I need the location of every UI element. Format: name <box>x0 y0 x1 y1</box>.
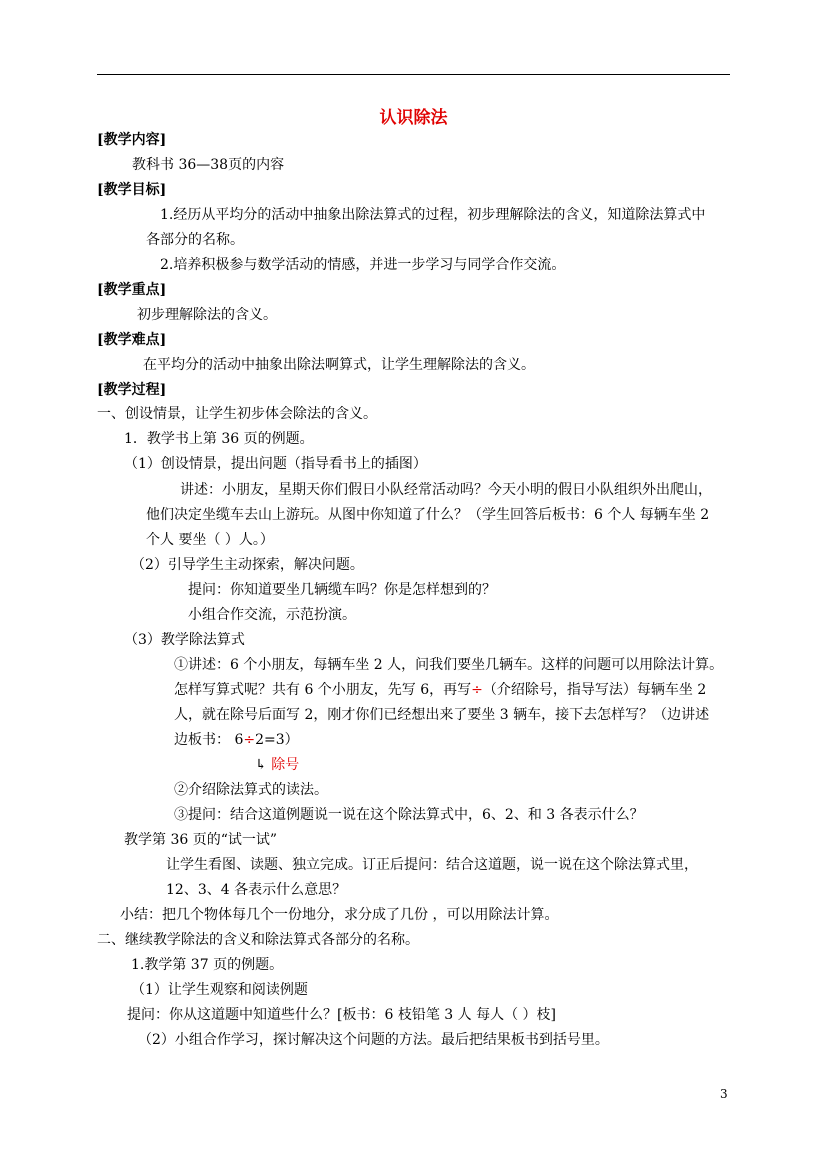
document-title: 认识除法 <box>379 108 448 128</box>
difficulty-text: 在平均分的活动中抽象出除法啊算式，让学生理解除法的含义。 <box>143 357 535 373</box>
arrow-icon: ↳ <box>255 757 272 773</box>
header-rule <box>97 74 730 75</box>
process-paragraph: 小组合作交流，示范扮演。 <box>188 607 356 623</box>
summary: 小结：把几个物体每几个一份地分，求分成了几份 ，可以用除法计算。 <box>120 907 559 923</box>
process-paragraph: ①讲述：6 个小朋友，每辆车坐 2 人，问我们要坐几辆车。这样的问题可以用除法计算。 <box>174 657 724 673</box>
goal-1-line-1: 1.经历从平均分的活动中抽象出除法算式的过程，初步理解除法的含义，知道除法算式中 <box>160 207 706 223</box>
process-paragraph: 提问：你知道要坐几辆缆车吗？你是怎样想到的？ <box>188 582 496 598</box>
process-item-1: 1．教学书上第 36 页的例题。 <box>124 431 314 447</box>
key-text: 初步理解除法的含义。 <box>137 307 277 323</box>
content-text: 教科书 36—38页的内容 <box>132 157 285 173</box>
section-heading-process: [教学过程] <box>97 382 167 398</box>
section-heading-key: [教学重点] <box>97 282 167 298</box>
division-sign: ÷ <box>471 682 483 698</box>
process-paragraph: 他们决定坐缆车去山上游玩。从图中你知道了什么？（学生回答后板书：6 个人 每辆车坐 2 <box>146 507 710 523</box>
process-sub-2: （2）小组合作学习，探讨解决这个问题的方法。最后把结果板书到括号里。 <box>138 1032 609 1048</box>
goal-1-line-2: 各部分的名称。 <box>146 232 244 248</box>
process-sub-1: （1）创设情景，提出问题（指导看书上的插图） <box>124 456 427 472</box>
process-sub-3: （3）教学除法算式 <box>124 632 245 648</box>
division-sign: ÷ <box>243 732 256 748</box>
process-paragraph: 12、3、4 各表示什么意思？ <box>166 882 347 898</box>
process-part-1: 一、创设情景，让学生初步体会除法的含义。 <box>97 406 377 422</box>
process-item-1: 1.教学第 37 页的例题。 <box>131 957 284 973</box>
process-part-2: 二、继续教学除法的含义和除法算式各部分的名称。 <box>97 932 419 948</box>
process-sub-heading: 教学第 36 页的“试一试” <box>124 832 278 848</box>
equation-line: 边板书： 6÷2=3） <box>174 732 299 748</box>
goal-2: 2.培养积极参与数学活动的情感，并进一步学习与同学合作交流。 <box>160 257 566 273</box>
process-paragraph: 提问：你从这道题中知道些什么？[板书：6 枝铅笔 3 人 每人（ ）枝] <box>127 1007 556 1023</box>
process-paragraph: 讲述：小朋友，星期天你们假日小队经常活动吗？今天小明的假日小队组织外出爬山， <box>180 482 712 498</box>
process-sub-2: （2）引导学生主动探索，解决问题。 <box>131 557 364 573</box>
page-number: 3 <box>720 1087 728 1101</box>
division-sign-annotation: ↳ 除号 <box>255 757 300 773</box>
process-paragraph: ②介绍除法算式的读法。 <box>174 782 328 798</box>
process-paragraph: 个人 要坐（ ）人。） <box>146 532 274 548</box>
process-paragraph: 让学生看图、读题、独立完成。订正后提问：结合这道题，说一说在这个除法算式里， <box>166 857 698 873</box>
process-paragraph: 人，就在除号后面写 2，刚才你们已经想出来了要坐 3 辆车，接下去怎样写？（边讲述 <box>174 707 710 723</box>
section-heading-goals: [教学目标] <box>97 182 167 198</box>
process-sub-1: （1）让学生观察和阅读例题 <box>131 982 308 998</box>
process-paragraph: ③提问：结合这道例题说一说在这个除法算式中，6、2、和 3 各表示什么？ <box>174 807 644 823</box>
section-heading-content: [教学内容] <box>97 132 167 148</box>
process-paragraph: 怎样写算式呢？共有 6 个小朋友，先写 6，再写÷（介绍除号，指导写法）每辆车坐 2 <box>174 682 707 698</box>
section-heading-difficulty: [教学难点] <box>97 332 167 348</box>
